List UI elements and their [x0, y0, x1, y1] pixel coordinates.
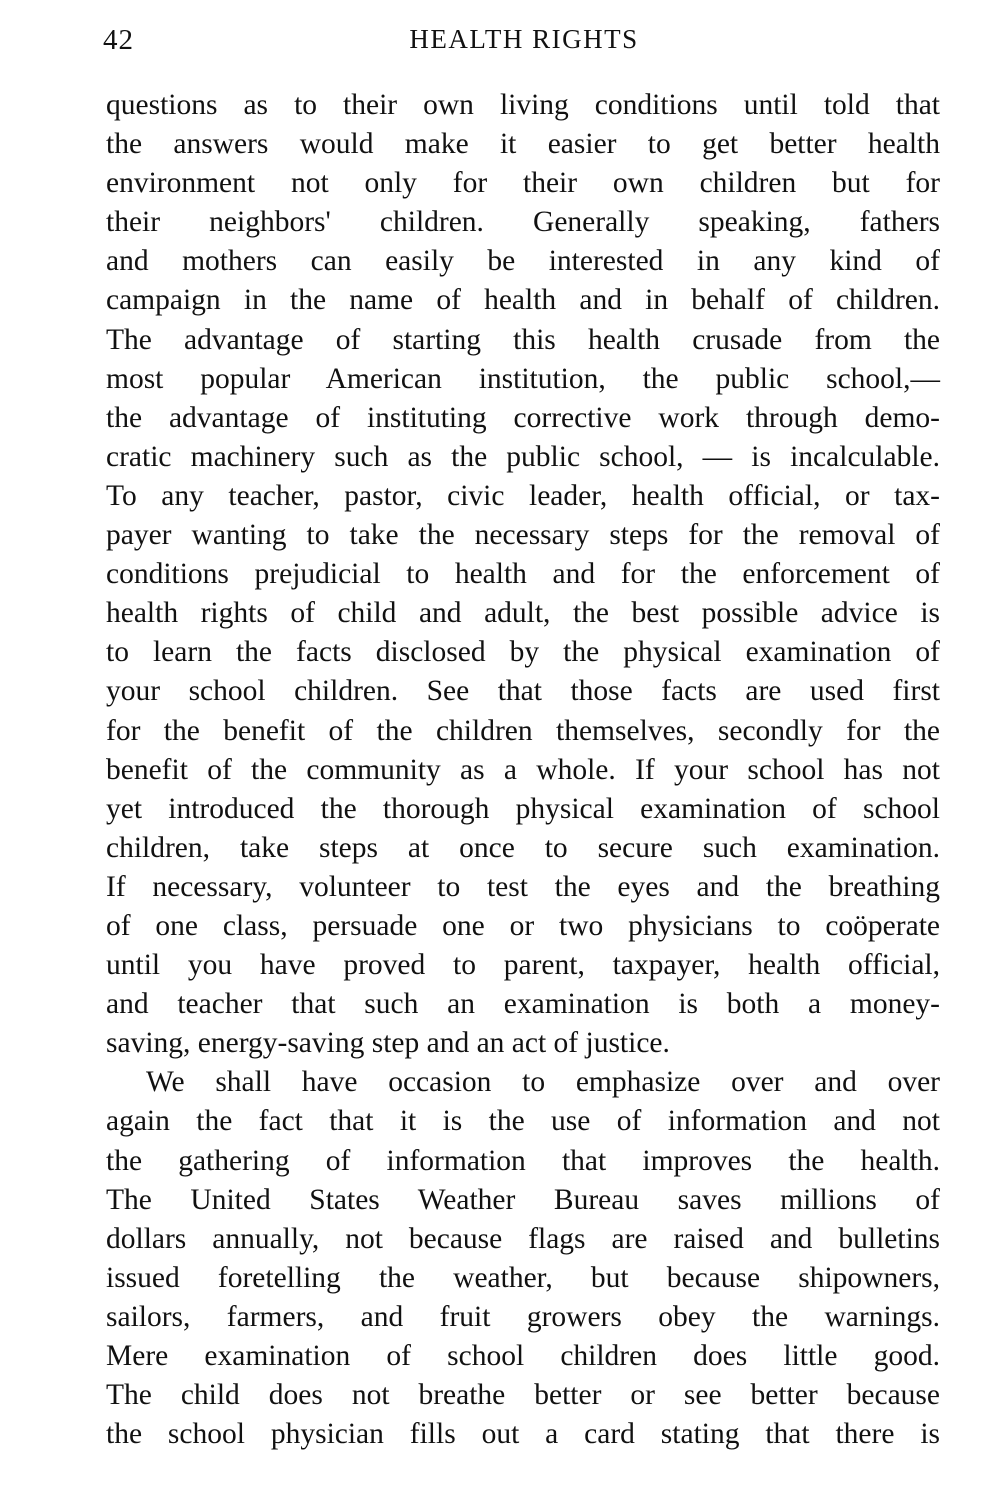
text-line: and teacher that such an examination is both a money-: [106, 988, 940, 1021]
text-line: saving, energy-saving step and an act of justice.: [106, 1027, 670, 1060]
text-line: To any teacher, pastor, civic leader, health official, or tax-: [106, 479, 940, 512]
text-line: questions as to their own living conditions until told that: [106, 89, 940, 121]
text-line: The United States Weather Bureau saves millions of: [106, 1183, 940, 1216]
text-line: The child does not breathe better or see better because: [106, 1379, 940, 1412]
text-line: benefit of the community as a whole. If your school has not: [106, 753, 940, 786]
page-number: 42: [103, 24, 134, 56]
text-line: Mere examination of school children does little good.: [106, 1340, 940, 1372]
text-line: the answers would make it easier to get better health: [106, 128, 940, 161]
text-line: most popular American institution, the public school,—: [106, 362, 940, 395]
text-line: to learn the facts disclosed by the physical examination of: [106, 636, 940, 669]
text-line: We shall have occasion to emphasize over and over: [146, 1066, 940, 1099]
running-head: [0, 22, 1000, 62]
text-line: health rights of child and adult, the best possible advice is: [106, 597, 940, 630]
text-line: sailors, farmers, and fruit growers obey the warnings.: [106, 1300, 940, 1333]
text-line: your school children. See that those facts are used first: [106, 675, 940, 708]
text-line: dollars annually, not because flags are raised and bulletins: [106, 1222, 940, 1255]
text-line: the gathering of information that improves the health.: [106, 1144, 940, 1177]
text-line: until you have proved to parent, taxpayer, health official,: [106, 949, 940, 982]
running-title: HEALTH RIGHTS: [409, 24, 639, 54]
text-line: children, take steps at once to secure such examination.: [106, 831, 940, 864]
text-line: again the fact that it is the use of information and not: [106, 1105, 940, 1138]
text-line: issued foretelling the weather, but because shipowners,: [106, 1261, 940, 1294]
text-line: for the benefit of the children themselves, secondly for the: [106, 714, 940, 747]
text-line: campaign in the name of health and in behalf of children.: [106, 284, 940, 317]
text-line: environment not only for their own children but for: [106, 167, 940, 200]
text-line: conditions prejudicial to health and for the enforcement of: [106, 558, 940, 591]
text-line: the advantage of instituting corrective work through demo-: [106, 401, 940, 434]
text-line: cratic machinery such as the public school, — is incalculable.: [106, 440, 940, 473]
text-line: If necessary, volunteer to test the eyes and the breathing: [106, 870, 940, 903]
paragraph-2: [106, 1063, 940, 1454]
text-line: of one class, persuade one or two physicians to coöperate: [106, 909, 940, 942]
text-line: payer wanting to take the necessary steps for the removal of: [106, 519, 940, 552]
text-line: yet introduced the thorough physical examination of school: [106, 792, 940, 825]
text-line: their neighbors' children. Generally speaking, fathers: [106, 206, 940, 239]
text-line: The advantage of starting this health crusade from the: [106, 323, 940, 356]
text-line: the school physician fills out a card stating that there is: [106, 1418, 940, 1451]
body-text: [106, 86, 940, 1454]
paragraph-1: [106, 86, 940, 1063]
text-line: and mothers can easily be interested in any kind of: [106, 245, 940, 278]
